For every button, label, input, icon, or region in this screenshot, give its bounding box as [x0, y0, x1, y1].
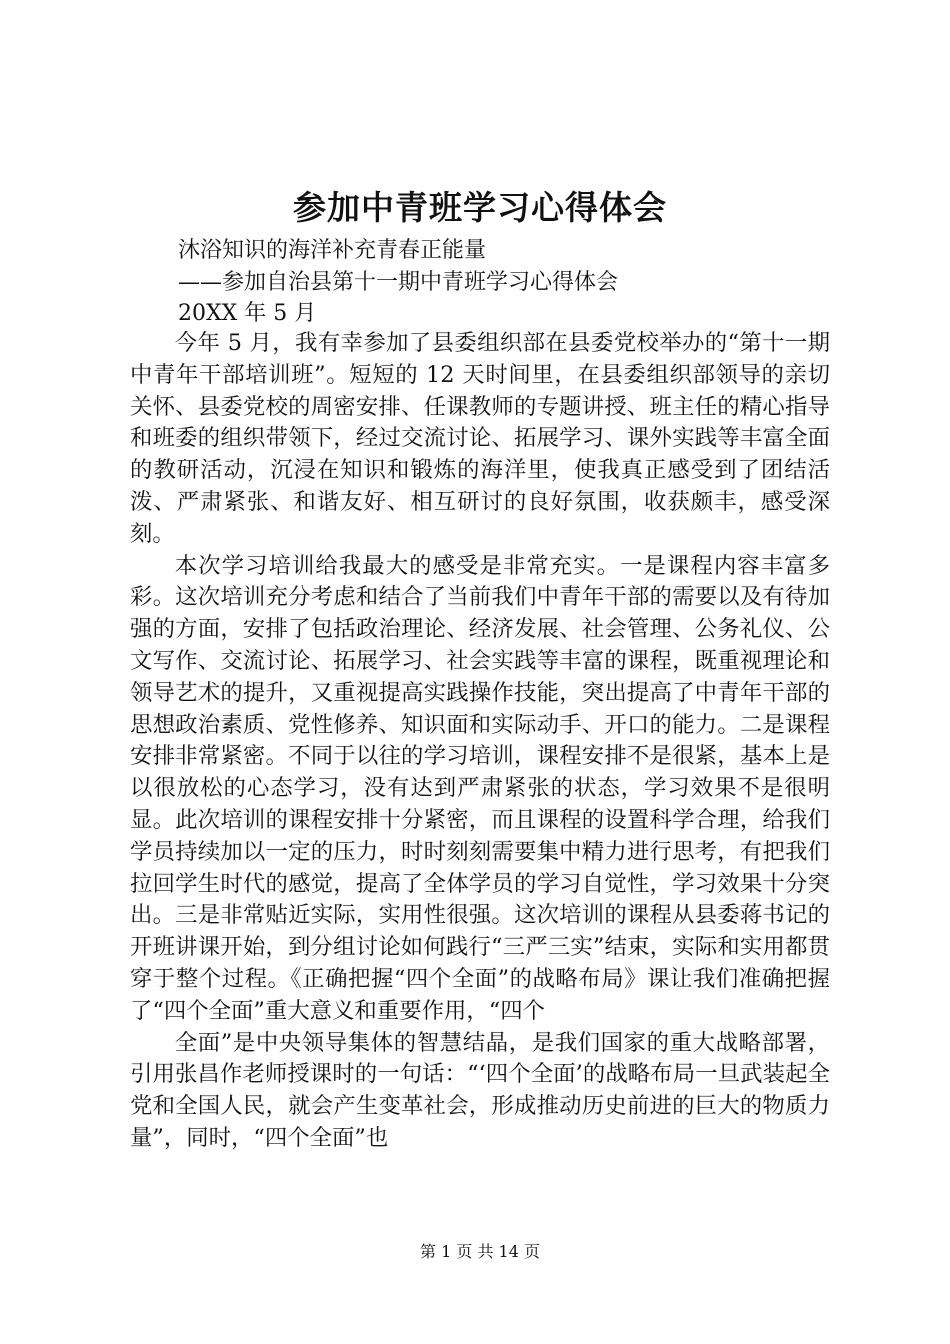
paragraph-3: 全面”是中央领导集体的智慧结晶，是我们国家的重大战略部署，引用张昌作老师授课时的一句话：“‘四个全面’的战略布局一旦武装起全党和全国人民，就会产生变革社会，形成推动历史前进的巨大的物质力量”，同时，“四个全面”也 — [130, 1029, 830, 1151]
document-title: 参加中青班学习心得体会 — [293, 188, 667, 227]
subtitle-line-1: 沐浴知识的海洋补充青春正能量 — [178, 238, 487, 263]
document-body — [130, 328, 830, 1155]
subtitle-line-2: ——参加自治县第十一期中青班学习心得体会 — [178, 270, 619, 295]
document-date: 20XX 年 5 月 — [178, 301, 317, 326]
paragraph-1: 今年 5 月，我有幸参加了县委组织部在县委党校举办的“第十一期中青年干部培训班”。短短的 12 天时间里，在县委组织部领导的亲切关怀、县委党校的周密安排、任课教师的专题讲授、班主任的精心指导和班委的组织带领下，经过交流讨论、拓展学习、课外实践等丰富全面的教研活动，沉浸在知识和锻炼的海洋里，使我真正感受到了团结活泼、严肃紧张、和谐友好、相互研讨的良好氛围，收获颇丰，感受深刻。 — [130, 330, 830, 547]
paragraph-2: 本次学习培训给我最大的感受是非常充实。一是课程内容丰富多彩。这次培训充分考虑和结合了当前我们中青年干部的需要以及有待加强的方面，安排了包括政治理论、经济发展、社会管理、公务礼仪、公文写作、交流讨论、拓展学习、社会实践等丰富的课程，既重视理论和领导艺术的提升，又重视提高实践操作技能，突出提高了中青年干部的思想政治素质、党性修养、知识面和实际动手、开口的能力。二是课程安排非常紧密。不同于以往的学习培训，课程安排不是很紧，基本上是以很放松的心态学习，没有达到严肃紧张的状态，学习效果不是很明显。此次培训的课程安排十分紧密，而且课程的设置科学合理，给我们学员持续加以一定的压力，时时刻刻需要集中精力进行思考，有把我们拉回学生时代的感觉，提高了全体学员的学习自觉性，学习效果十分突出。三是非常贴近实际，实用性很强。这次培训的课程从县委蒋书记的开班讲课开始，到分组讨论如何践行“三严三实”结束，实际和实用都贯穿于整个过程。《正确把握“四个全面”的战略布局》课让我们准确把握了“四个全面”重大意义和重要作用，“四个 — [130, 552, 830, 1024]
document-page — [130, 0, 830, 1344]
page-footer: 第 1 页 共 14 页 — [420, 1242, 540, 1261]
